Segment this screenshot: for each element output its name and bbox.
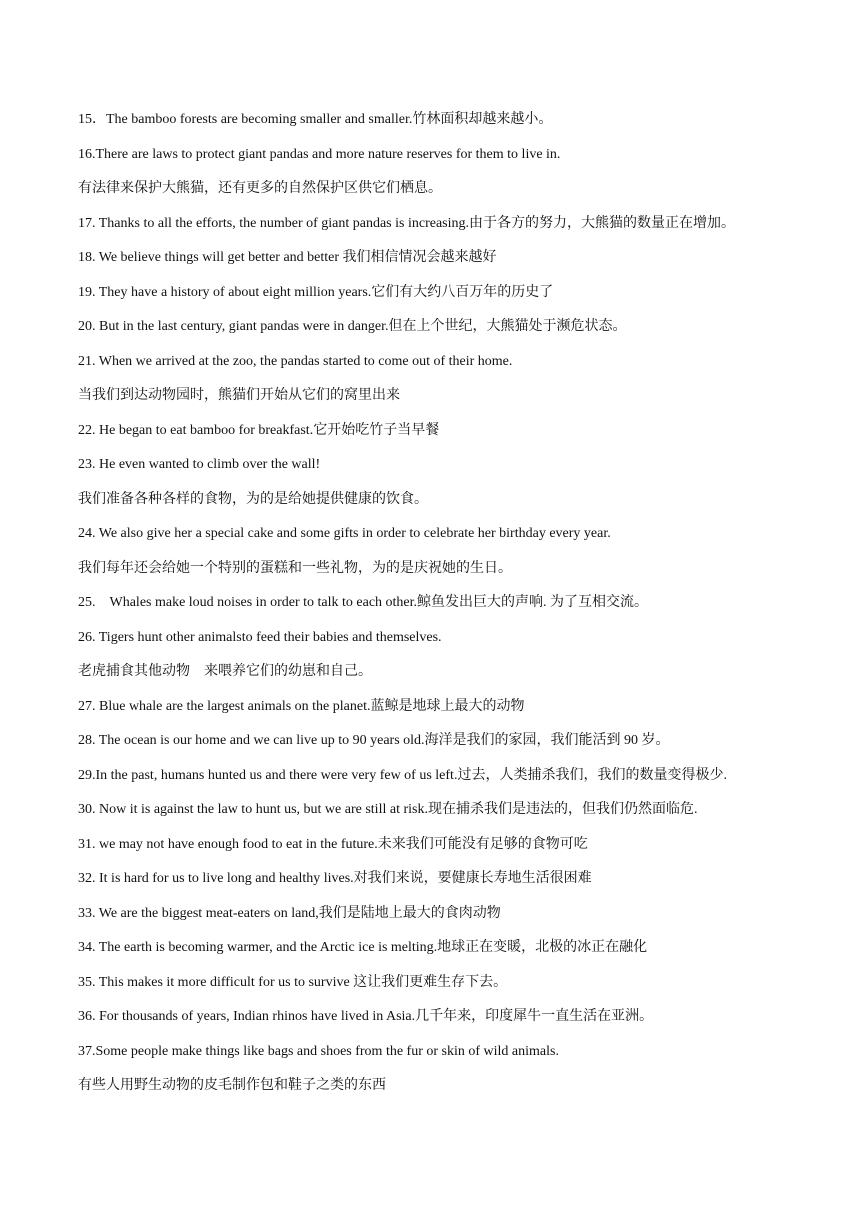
text-line: 29.In the past, humans hunted us and there were very few of us left.过去，人类捕杀我们，我们的数量变得极少.	[78, 767, 727, 783]
text-line: 20. But in the last century, giant pandas were in danger.但在上个世纪，大熊猫处于濒危状态。	[78, 319, 627, 334]
text-line: 36. For thousands of years, Indian rhinos have lived in Asia.几千年来，印度犀牛一直生活在亚洲。	[78, 1009, 654, 1024]
text-line: 32. It is hard for us to live long and healthy lives.对我们来说，要健康长寿地生活很困难	[78, 871, 592, 886]
text-line: 24. We also give her a special cake and some gifts in order to celebrate her birthday every year.	[78, 526, 611, 541]
text-line: 15．The bamboo forests are becoming smaller and smaller.竹林面积却越来越小。	[78, 112, 553, 127]
text-line: 18. We believe things will get better and better 我们相信情况会越来越好	[78, 250, 497, 265]
text-line: 有些人用野生动物的皮毛制作包和鞋子之类的东西	[78, 1078, 386, 1093]
text-line: 22. He began to eat bamboo for breakfast.它开始吃竹子当早餐	[78, 422, 440, 438]
text-line: 16.There are laws to protect giant pandas and more nature reserves for them to live in.	[78, 146, 561, 162]
text-line: 当我们到达动物园时，熊猫们开始从它们的窝里出来	[78, 388, 400, 403]
text-line: 26. Tigers hunt other animalsto feed their babies and themselves.	[78, 629, 442, 645]
text-line: 23. He even wanted to climb over the wall!	[78, 457, 321, 472]
text-line: 老虎捕食其他动物 来喂养它们的幼崽和自己。	[78, 664, 372, 679]
text-line: 31. we may not have enough food to eat in the future.未来我们可能没有足够的食物可吃	[78, 836, 588, 852]
text-line: 有法律来保护大熊猫，还有更多的自然保护区供它们栖息。	[78, 181, 442, 196]
document-lines	[78, 107, 848, 1108]
text-line: 34. The earth is becoming warmer, and the Arctic ice is melting.地球正在变暖，北极的冰正在融化	[78, 940, 648, 955]
text-line: 25. Whales make loud noises in order to talk to each other.鲸鱼发出巨大的声响. 为了互相交流。	[78, 595, 649, 610]
text-line: 27. Blue whale are the largest animals on the planet.蓝鲸是地球上最大的动物	[78, 698, 525, 714]
text-line: 30. Now it is against the law to hunt us, but we are still at risk.现在捕杀我们是违法的，但我们仍然面临危.	[78, 802, 698, 817]
text-line: 28. The ocean is our home and we can live up to 90 years old.海洋是我们的家园，我们能活到 90 岁。	[78, 733, 670, 748]
text-line: 37.Some people make things like bags and shoes from the fur or skin of wild animals.	[78, 1043, 559, 1059]
text-line: 33. We are the biggest meat-eaters on land,我们是陆地上最大的食肉动物	[78, 905, 501, 921]
text-line: 19. They have a history of about eight million years.它们有大约八百万年的历史了	[78, 284, 554, 300]
text-line: 21. When we arrived at the zoo, the pandas started to come out of their home.	[78, 353, 513, 369]
text-line: 我们准备各种各样的食物，为的是给她提供健康的饮食。	[78, 491, 428, 507]
text-line: 17. Thanks to all the efforts, the number of giant pandas is increasing.由于各方的努力，大熊猫的数量正在增加。	[78, 215, 736, 231]
text-line: 我们每年还会给她一个特别的蛋糕和一些礼物，为的是庆祝她的生日。	[78, 560, 512, 576]
text-line: 35. This makes it more difficult for us to survive 这让我们更难生存下去。	[78, 974, 508, 990]
